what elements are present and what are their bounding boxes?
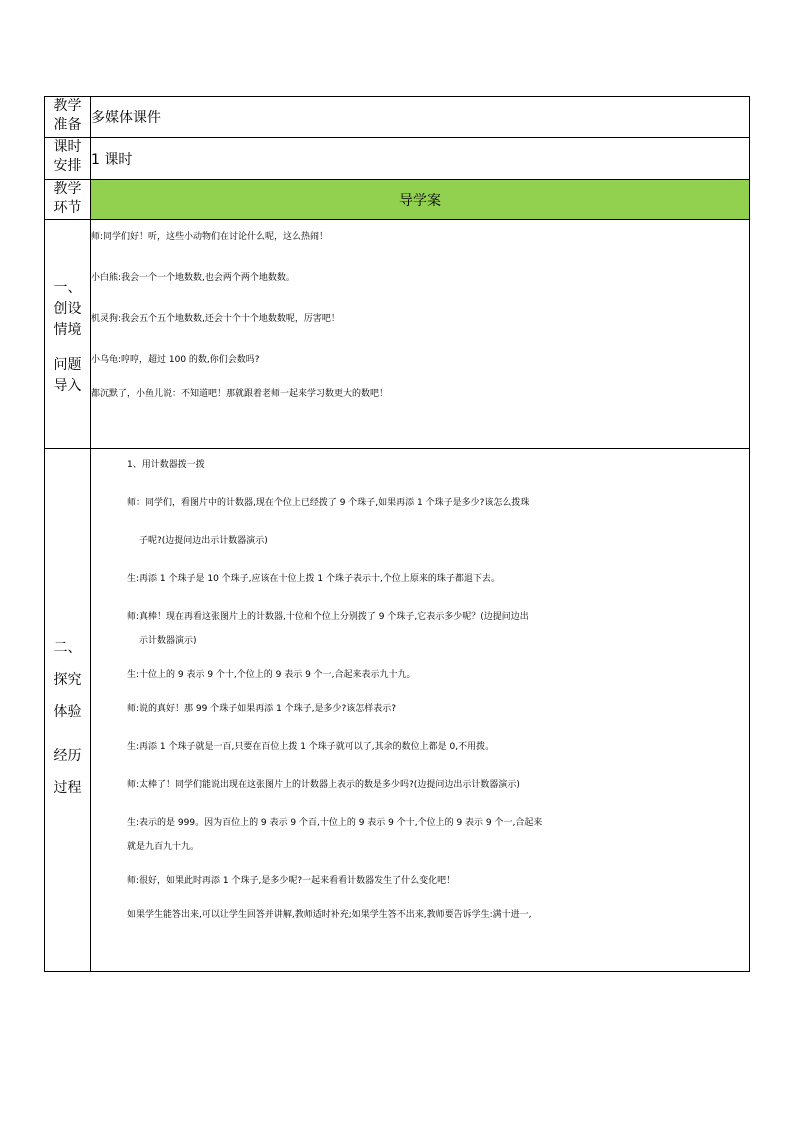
lesson-plan-table — [44, 96, 750, 972]
section1-content — [91, 220, 750, 449]
step-row — [45, 180, 750, 220]
section2-para-10: 生:表示的是 999。因为百位上的 9 表示 9 个百,十位上的 9 表示 9 个十,个位上的 9 表示 9 个一,合起来 — [127, 818, 543, 828]
section2-content — [91, 449, 750, 972]
section2-para-1: 师：同学们，看图片中的计数器,现在个位上已经拨了 9 个珠子,如果再添 1 个珠子是多少?该怎么拨珠 — [127, 498, 530, 508]
section2-para-7: 师:说的真好！那 99 个珠子如果再添 1 个珠子,是多少?该怎样表示? — [127, 704, 397, 714]
section1-para-2: 机灵狗:我会五个五个地数数,还会十个十个地数数呢，厉害吧！ — [91, 314, 340, 324]
time-value: 1 课时 — [91, 138, 750, 180]
time-label-top: 课时 — [53, 139, 82, 155]
section2-label-3: 经历 — [53, 748, 82, 764]
prep-label — [45, 97, 91, 138]
prep-row — [45, 97, 750, 138]
section2-para-3: 生:再添 1 个珠子是 10 个珠子,应该在十位上拨 1 个珠子表示十,个位上原来的珠子都退下去。 — [127, 574, 500, 584]
section2-para-11: 就是九百九十九。 — [127, 842, 200, 852]
section2-row — [45, 449, 750, 972]
time-label — [45, 138, 91, 180]
section1-para-3: 小乌龟:哼哼，超过 100 的数,你们会数吗? — [91, 355, 260, 365]
section2-para-0: 1、用计数器拨一拨 — [127, 460, 205, 470]
prep-label-bottom: 准备 — [53, 117, 82, 133]
section1-para-1: 小白熊:我会一个一个地数数,也会两个两个地数数。 — [91, 273, 295, 283]
step-label-bottom: 环节 — [53, 200, 82, 216]
section2-para-12: 师:很好，如果此时再添 1 个珠子,是多少呢?一起来看看计数器发生了什么变化吧！ — [127, 876, 456, 886]
section1-label-2: 情境 — [53, 322, 82, 338]
section1-label-4: 导入 — [53, 378, 82, 394]
prep-label-top: 教学 — [53, 98, 82, 114]
time-label-bottom: 安排 — [53, 158, 82, 174]
time-row — [45, 138, 750, 180]
section1-label-3: 问题 — [53, 357, 82, 373]
prep-value: 多媒体课件 — [91, 97, 750, 138]
section1-para-0: 师:同学们好！听，这些小动物们在讨论什么呢，这么热闹！ — [91, 232, 329, 242]
step-label-top: 教学 — [53, 181, 82, 197]
section2-label-4: 过程 — [53, 780, 82, 796]
section1-label-0: 一、 — [53, 280, 82, 296]
section1-label-1: 创设 — [53, 301, 82, 317]
section2-para-2: 子呢?(边提问边出示计数器演示) — [139, 536, 268, 546]
section2-para-4: 师:真棒！现在再看这张图片上的计数器,十位和个位上分别拨了 9 个珠子,它表示多少呢？(边提问边出 — [127, 612, 529, 622]
section2-label-0: 二、 — [53, 640, 82, 656]
section2-para-8: 生:再添 1 个珠子就是一百,只要在百位上拨 1 个珠子就可以了,其余的数位上都是 0,不用拨。 — [127, 742, 495, 752]
section1-label — [45, 220, 91, 449]
section1-row — [45, 220, 750, 449]
step-label — [45, 180, 91, 220]
section2-para-6: 生:十位上的 9 表示 9 个十,个位上的 9 表示 9 个一,合起来表示九十九。 — [127, 670, 416, 680]
section2-para-5: 示计数器演示) — [139, 636, 197, 646]
section2-label-1: 探究 — [53, 672, 82, 688]
section2-label-2: 体验 — [53, 704, 82, 720]
section1-para-4: 都沉默了，小鱼儿说：不知道吧！那就跟着老师一起来学习数更大的数吧！ — [91, 389, 389, 399]
section2-para-9: 师:太棒了！同学们能说出现在这张图片上的计数器上表示的数是多少吗?(边提问边出示计数器演示) — [127, 780, 520, 790]
step-value: 导学案 — [91, 180, 750, 220]
section2-label — [45, 449, 91, 972]
section2-para-13: 如果学生能答出来,可以让学生回答并讲解,教师适时补充;如果学生答不出来,教师要告诉学生:满十进一, — [127, 910, 532, 920]
